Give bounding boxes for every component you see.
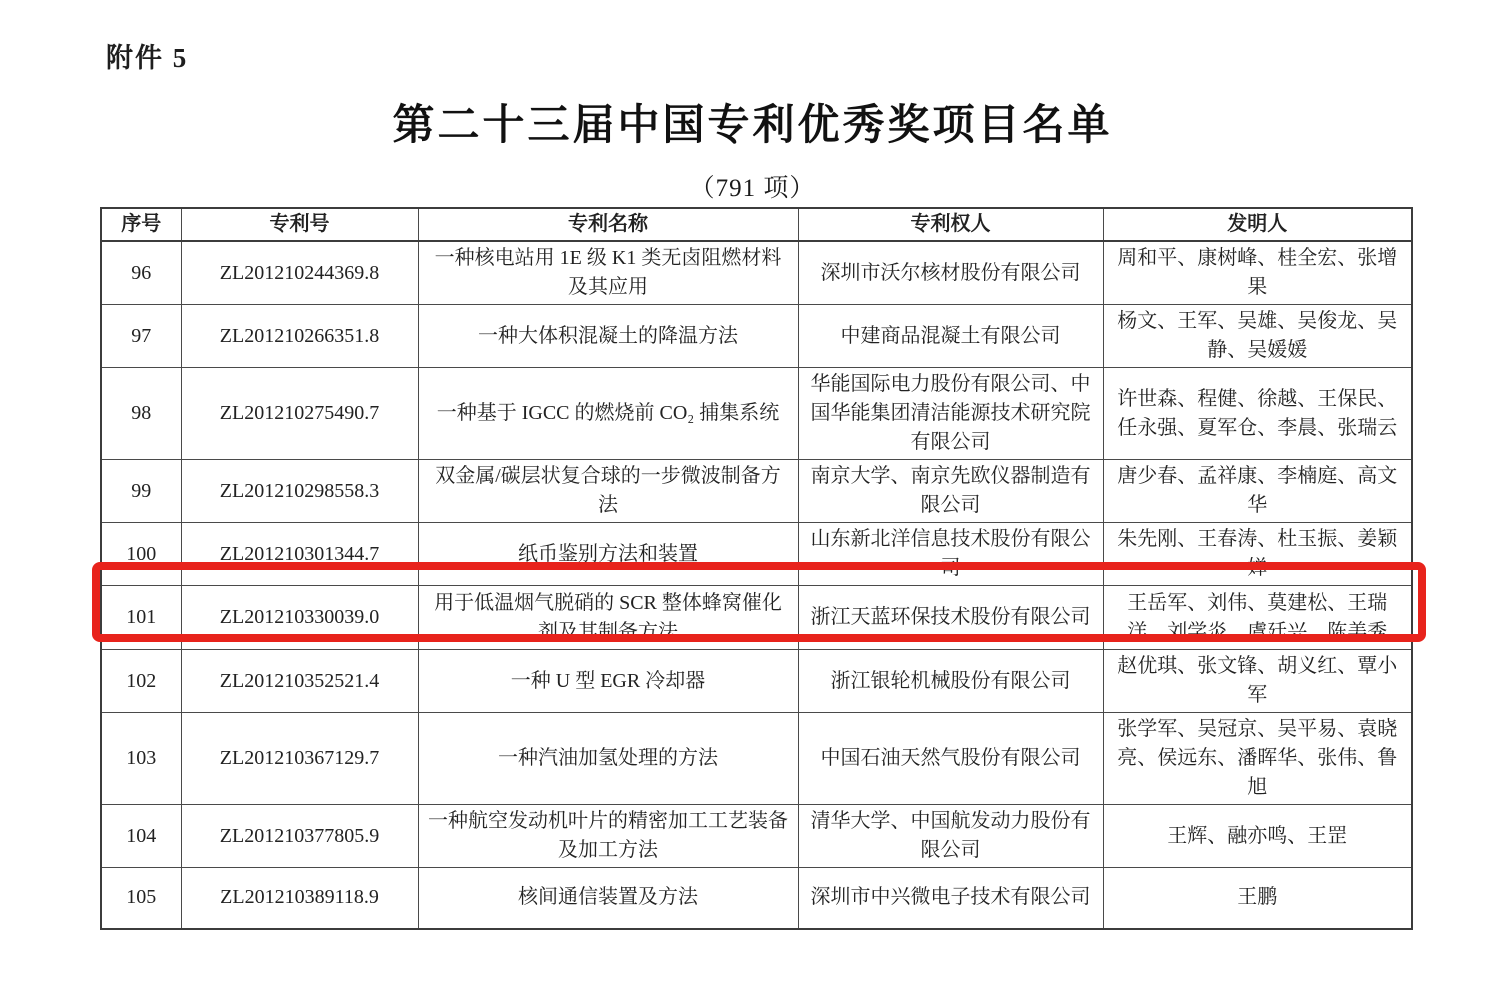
cell-no: 104 (101, 805, 181, 868)
cell-name: 一种汽油加氢处理的方法 (418, 713, 798, 805)
table-row (101, 460, 1412, 523)
cell-name: 一种 U 型 EGR 冷却器 (418, 650, 798, 713)
cell-patentee: 深圳市沃尔核材股份有限公司 (798, 241, 1103, 305)
attachment-label: 附件 5 (106, 43, 189, 73)
table-row (101, 868, 1412, 929)
cell-patentee: 华能国际电力股份有限公司、中国华能集团清洁能源技术研究院有限公司 (798, 368, 1103, 460)
cell-inventors: 赵优琪、张文锋、胡义红、覃小军 (1103, 650, 1412, 713)
page-title: 第二十三届中国专利优秀奖项目名单 (392, 101, 1113, 148)
cell-no: 99 (101, 460, 181, 523)
cell-patentee: 中国石油天然气股份有限公司 (798, 713, 1103, 805)
cell-patentee: 浙江银轮机械股份有限公司 (798, 650, 1103, 713)
table-row (101, 305, 1412, 368)
cell-name: 双金属/碳层状复合球的一步微波制备方法 (418, 460, 798, 523)
cell-name: 一种核电站用 1E 级 K1 类无卤阻燃材料及其应用 (418, 241, 798, 305)
cell-patentee: 浙江天蓝环保技术股份有限公司 (798, 586, 1103, 650)
cell-patent_no: ZL201210266351.8 (181, 305, 418, 368)
cell-name: 一种大体积混凝土的降温方法 (418, 305, 798, 368)
cell-no: 98 (101, 368, 181, 460)
cell-inventors: 张学军、吴冠京、吴平易、袁晓亮、侯远东、潘晖华、张伟、鲁旭 (1103, 713, 1412, 805)
table-row-highlighted (101, 586, 1412, 650)
cell-patent_no: ZL201210389118.9 (181, 868, 418, 929)
cell-patent_no: ZL201210301344.7 (181, 523, 418, 586)
cell-patent_no: ZL201210298558.3 (181, 460, 418, 523)
cell-no: 100 (101, 523, 181, 586)
cell-inventors: 唐少春、孟祥康、李楠庭、高文华 (1103, 460, 1412, 523)
table-row (101, 241, 1412, 305)
page-subtitle: （791 项） (689, 175, 816, 202)
table-row (101, 368, 1412, 460)
cell-no: 102 (101, 650, 181, 713)
cell-patentee: 清华大学、中国航发动力股份有限公司 (798, 805, 1103, 868)
cell-name: 用于低温烟气脱硝的 SCR 整体蜂窝催化剂及其制备方法 (418, 586, 798, 650)
column-header-3: 专利权人 (798, 208, 1103, 241)
cell-inventors: 许世森、程健、徐越、王保民、任永强、夏军仓、李晨、张瑞云 (1103, 368, 1412, 460)
column-header-0: 序号 (101, 208, 181, 241)
cell-patentee: 山东新北洋信息技术股份有限公司 (798, 523, 1103, 586)
patent-table (100, 207, 1413, 930)
table-header-row (101, 208, 1412, 241)
cell-patent_no: ZL201210330039.0 (181, 586, 418, 650)
cell-patent_no: ZL201210352521.4 (181, 650, 418, 713)
cell-name: 纸币鉴别方法和装置 (418, 523, 798, 586)
patent-table-body (101, 241, 1412, 929)
cell-patent_no: ZL201210367129.7 (181, 713, 418, 805)
cell-patent_no: ZL201210244369.8 (181, 241, 418, 305)
column-header-4: 发明人 (1103, 208, 1412, 241)
cell-name: 核间通信装置及方法 (418, 868, 798, 929)
cell-patent_no: ZL201210377805.9 (181, 805, 418, 868)
cell-name: 一种基于 IGCC 的燃烧前 CO₂ 捕集系统 (418, 368, 798, 460)
cell-patentee: 深圳市中兴微电子技术有限公司 (798, 868, 1103, 929)
cell-patent_no: ZL201210275490.7 (181, 368, 418, 460)
cell-no: 101 (101, 586, 181, 650)
cell-inventors: 周和平、康树峰、桂全宏、张增果 (1103, 241, 1412, 305)
cell-name: 一种航空发动机叶片的精密加工工艺装备及加工方法 (418, 805, 798, 868)
cell-inventors: 王岳军、刘伟、莫建松、王瑞洋、刘学炎、虞廷兴、陈美秀 (1103, 586, 1412, 650)
cell-patentee: 中建商品混凝土有限公司 (798, 305, 1103, 368)
column-header-1: 专利号 (181, 208, 418, 241)
cell-inventors: 朱先刚、王春涛、杜玉振、姜颖婵 (1103, 523, 1412, 586)
table-row (101, 713, 1412, 805)
table-row (101, 650, 1412, 713)
table-row (101, 523, 1412, 586)
column-header-2: 专利名称 (418, 208, 798, 241)
cell-no: 97 (101, 305, 181, 368)
table-row (101, 805, 1412, 868)
cell-inventors: 王鹏 (1103, 868, 1412, 929)
cell-inventors: 王辉、融亦鸣、王罡 (1103, 805, 1412, 868)
cell-inventors: 杨文、王军、吴雄、吴俊龙、吴静、吴媛媛 (1103, 305, 1412, 368)
cell-no: 96 (101, 241, 181, 305)
cell-no: 103 (101, 713, 181, 805)
cell-patentee: 南京大学、南京先欧仪器制造有限公司 (798, 460, 1103, 523)
cell-no: 105 (101, 868, 181, 929)
